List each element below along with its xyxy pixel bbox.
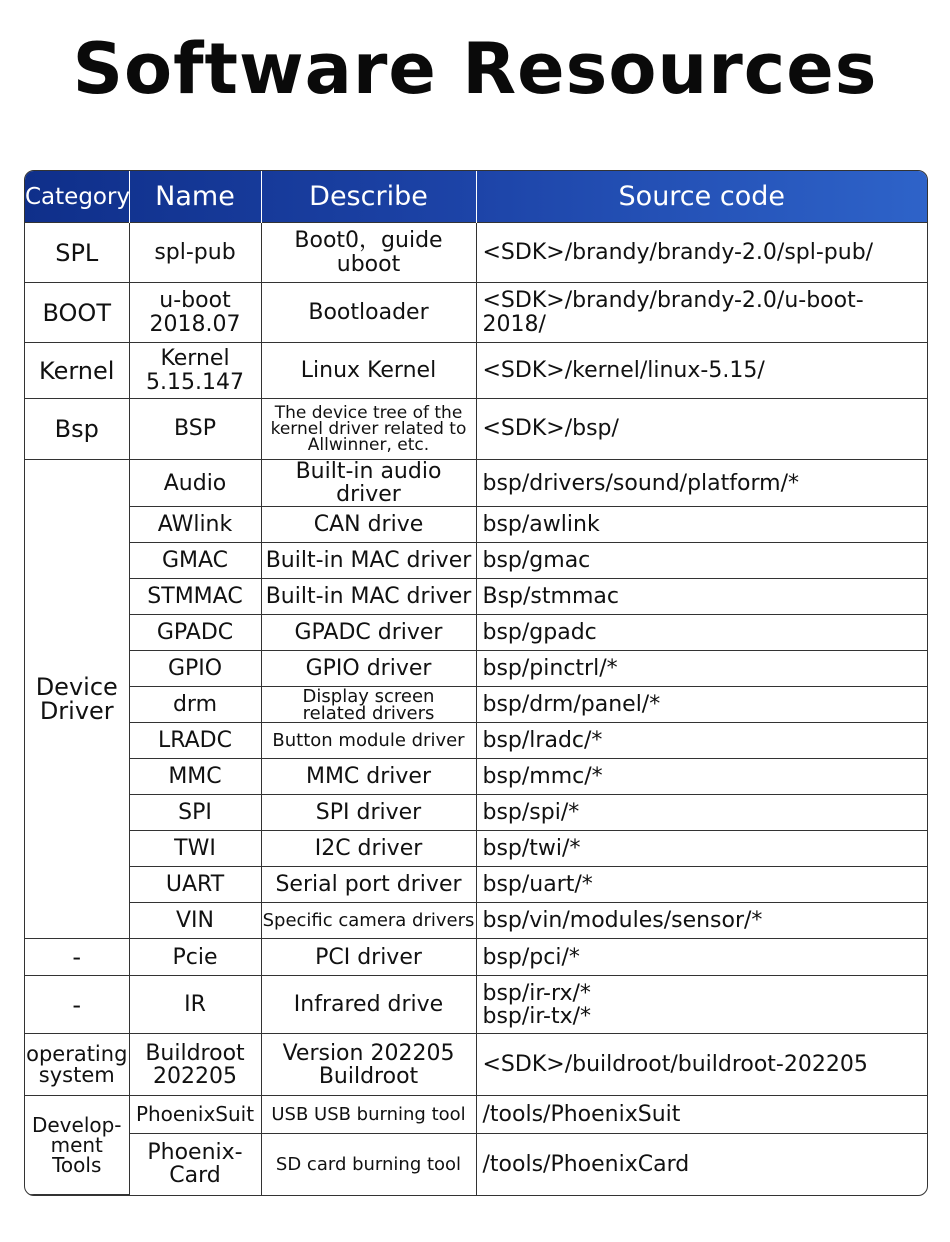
table-row [25,283,927,343]
page-title: Software Resources [72,28,878,110]
describe-cell: GPIO driver [261,651,476,687]
name-cell: Buildroot 202205 [129,1034,261,1096]
table-row [25,903,927,939]
describe-cell: Serial port driver [261,867,476,903]
source-cell: bsp/awlink [476,507,927,543]
source-cell: bsp/twi/* [476,831,927,867]
describe-cell: Version 202205 Buildroot [261,1034,476,1096]
header-name: Name [129,171,261,223]
describe-cell: The device tree of the kernel driver related to Allwinner, etc. [261,399,476,460]
name-cell: UART [129,867,261,903]
table-row [25,543,927,579]
table-row [25,795,927,831]
describe-cell: CAN drive [261,507,476,543]
describe-cell: SD card burning tool [261,1134,476,1195]
source-cell: Bsp/stmmac [476,579,927,615]
table-row [25,867,927,903]
table-row [25,1034,927,1096]
describe-cell: Bootloader [261,283,476,343]
describe-cell: GPADC driver [261,615,476,651]
name-cell: GPIO [129,651,261,687]
category-cell: - [25,939,129,976]
source-cell: <SDK>/brandy/brandy-2.0/spl-pub/ [476,223,927,283]
describe-cell: Built-in MAC driver [261,579,476,615]
category-cell: SPL [25,223,129,283]
table-row [25,831,927,867]
name-cell: SPI [129,795,261,831]
table-row [25,399,927,460]
source-cell: bsp/uart/* [476,867,927,903]
source-cell: <SDK>/kernel/linux-5.15/ [476,343,927,399]
name-cell: PhoenixSuit [129,1096,261,1134]
header-source-code: Source code [476,171,927,223]
name-cell: Audio [129,460,261,507]
table-row [25,723,927,759]
source-cell: <SDK>/bsp/ [476,399,927,460]
software-resources-table [24,170,928,1196]
source-cell: bsp/spi/* [476,795,927,831]
category-cell: Device Driver [25,460,129,939]
name-cell: Phoenix- Card [129,1134,261,1195]
describe-cell: PCI driver [261,939,476,976]
name-cell: spl-pub [129,223,261,283]
header-category: Category [25,183,131,210]
table-header-row [25,171,927,223]
source-cell: bsp/pci/* [476,939,927,976]
category-cell: BOOT [25,283,129,343]
describe-cell: Linux Kernel [261,343,476,399]
source-cell: bsp/vin/modules/sensor/* [476,903,927,939]
source-cell: bsp/drm/panel/* [476,687,927,723]
name-cell: Pcie [129,939,261,976]
describe-cell: Infrared drive [261,976,476,1034]
source-cell: <SDK>/buildroot/buildroot-202205 [476,1034,927,1096]
name-cell: AWlink [129,507,261,543]
table-row [25,939,927,976]
name-cell: LRADC [129,723,261,759]
describe-cell: Specific camera drivers [261,903,476,939]
describe-cell: Boot0，guide uboot [261,223,476,283]
describe-cell: Built-in MAC driver [261,543,476,579]
source-cell: bsp/mmc/* [476,759,927,795]
category-cell: - [25,976,129,1034]
category-cell: Develop- ment Tools [25,1096,129,1195]
table-row [25,615,927,651]
source-cell: bsp/drivers/sound/platform/* [476,460,927,507]
name-cell: u-boot 2018.07 [129,283,261,343]
name-cell: GMAC [129,543,261,579]
name-cell: BSP [129,399,261,460]
table-row [25,687,927,723]
table-row [25,460,927,507]
name-cell: Kernel 5.15.147 [129,343,261,399]
table-row [25,343,927,399]
source-cell: bsp/gmac [476,543,927,579]
describe-cell: Built-in audio driver [261,460,476,507]
header-describe: Describe [261,171,476,223]
describe-cell: I2C driver [261,831,476,867]
table-row [25,976,927,1034]
table-row [25,651,927,687]
table-row [25,507,927,543]
category-cell: Bsp [25,399,129,460]
describe-cell: MMC driver [261,759,476,795]
table-row [25,759,927,795]
source-cell: bsp/ir-rx/* bsp/ir-tx/* [476,976,927,1034]
table-row [25,1096,927,1134]
name-cell: VIN [129,903,261,939]
table-row [25,1134,927,1195]
category-cell: Kernel [25,343,129,399]
describe-cell: Display screen related drivers [261,687,476,723]
source-cell: bsp/pinctrl/* [476,651,927,687]
describe-cell: SPI driver [261,795,476,831]
source-cell: /tools/PhoenixSuit [476,1096,927,1134]
name-cell: GPADC [129,615,261,651]
name-cell: IR [129,976,261,1034]
name-cell: STMMAC [129,579,261,615]
table-row [25,579,927,615]
source-cell: bsp/gpadc [476,615,927,651]
describe-cell: Button module driver [261,723,476,759]
source-cell: bsp/lradc/* [476,723,927,759]
name-cell: drm [129,687,261,723]
source-cell: /tools/PhoenixCard [476,1134,927,1195]
name-cell: TWI [129,831,261,867]
name-cell: MMC [129,759,261,795]
describe-cell: USB USB burning tool [261,1096,476,1134]
source-cell: <SDK>/brandy/brandy-2.0/u-boot-2018/ [476,283,927,343]
table-row [25,223,927,283]
category-cell: operating system [25,1034,129,1096]
